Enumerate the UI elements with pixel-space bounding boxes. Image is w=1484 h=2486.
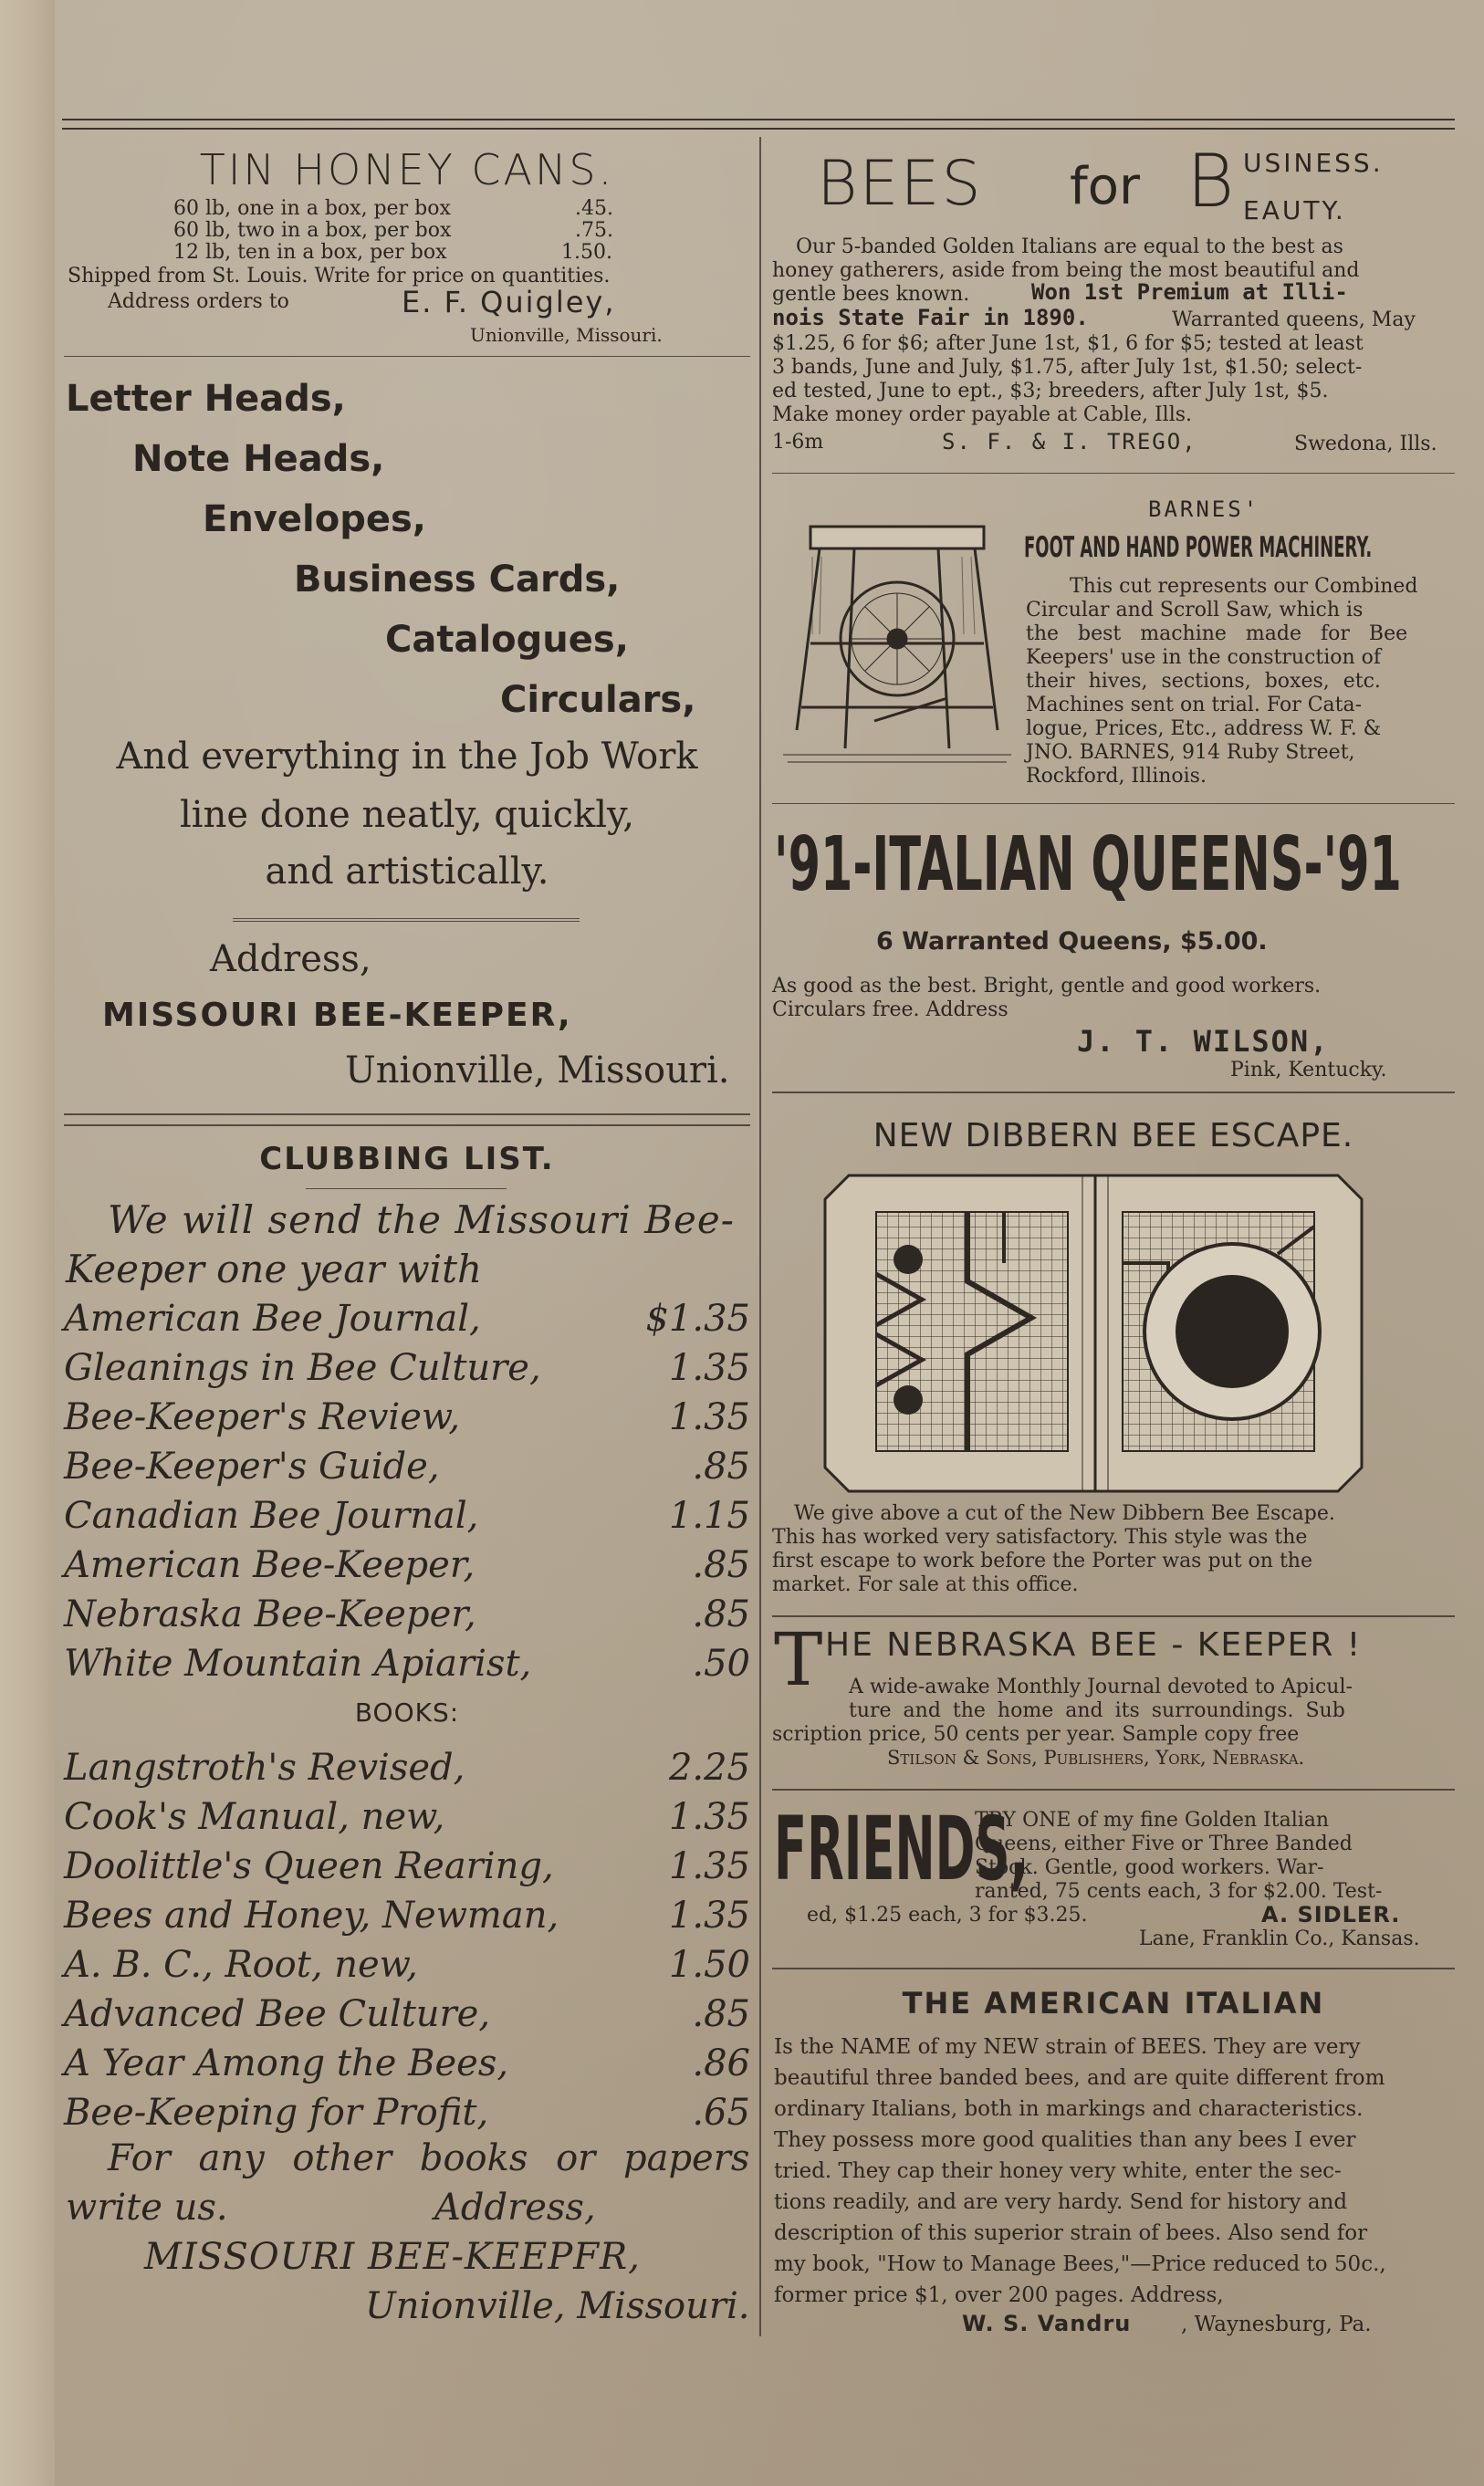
american-line: beautiful three banded bees, and are quite different from bbox=[774, 2066, 1385, 2090]
friends-word: FRIENDS, bbox=[774, 1798, 1029, 1900]
clubbing-title-rule bbox=[306, 1188, 507, 1189]
item-price: .86 bbox=[692, 2042, 750, 2084]
book-item bbox=[64, 1990, 750, 2039]
tin-cans-shipped: Shipped from St. Louis. Write for price on quantities. bbox=[68, 265, 611, 287]
nebraska-publisher: Stilson & Sons, Publishers, York, Nebraska. bbox=[887, 1747, 1305, 1769]
job-item-business-cards: Business Cards, bbox=[294, 559, 621, 601]
friends-line: Queens, either Five or Three Banded bbox=[975, 1833, 1353, 1855]
tin-cans-title: TIN HONEY CANS. bbox=[199, 145, 615, 194]
clubbing-item bbox=[64, 1393, 750, 1442]
book-item bbox=[64, 1940, 750, 1990]
item-price: .85 bbox=[692, 1446, 750, 1488]
friends-line: TRY ONE of my fine Golden Italian bbox=[975, 1809, 1330, 1832]
american-name: W. S. Vandru bbox=[962, 2311, 1132, 2336]
job-short-rule bbox=[233, 918, 580, 922]
barnes-line: Rockford, Illinois. bbox=[1026, 765, 1207, 788]
dibbern-line: We give above a cut of the New Dibbern Bee Escape. bbox=[794, 1502, 1335, 1525]
american-place: , Waynesburg, Pa. bbox=[1181, 2313, 1372, 2336]
barnes-line: Keepers' use in the construction of bbox=[1026, 646, 1382, 669]
job-name: MISSOURI BEE-KEEPER, bbox=[102, 997, 572, 1034]
queens-title: '91-ITALIAN QUEENS-'91 bbox=[774, 821, 1402, 908]
item-price: 1.35 bbox=[668, 1796, 750, 1838]
nebraska-line: ture and the home and its surroundings. Sub bbox=[849, 1699, 1345, 1722]
american-line: my book, "How to Manage Bees,"—Price reduced to 50c., bbox=[774, 2252, 1386, 2276]
queens-line-1: As good as the best. Bright, gentle and good workers. bbox=[772, 975, 1322, 998]
clubbing-footer-2a: write us. bbox=[66, 2187, 228, 2229]
tin-cans-row bbox=[173, 219, 630, 243]
job-item-note-heads: Note Heads, bbox=[132, 438, 385, 480]
item-price: .85 bbox=[692, 1544, 750, 1586]
item-name: Canadian Bee Journal, bbox=[64, 1495, 479, 1537]
bees-line: Our 5-banded Golden Italians are equal to the best as bbox=[796, 235, 1343, 258]
clubbing-item bbox=[64, 1442, 750, 1491]
job-item-envelopes: Envelopes, bbox=[203, 498, 426, 540]
barnes-line: Machines sent on trial. For Cata- bbox=[1026, 694, 1363, 716]
item-price: 1.35 bbox=[668, 1347, 750, 1389]
section-rule bbox=[64, 1113, 750, 1115]
item-name: Gleanings in Bee Culture, bbox=[64, 1347, 541, 1389]
book-item bbox=[64, 2088, 750, 2137]
clubbing-footer-1: For any other books or papers bbox=[108, 2137, 750, 2179]
friends-line-5: ed, $1.25 each, 3 for $3.25. bbox=[807, 1904, 1088, 1927]
clubbing-item bbox=[64, 1343, 750, 1393]
tin-cans-row bbox=[173, 241, 630, 265]
friends-place: Lane, Franklin Co., Kansas. bbox=[1139, 1927, 1420, 1950]
tin-cans-address-label: Address orders to bbox=[108, 290, 289, 313]
american-line: ordinary Italians, both in markings and characteristics. bbox=[774, 2097, 1364, 2121]
bees-name: S. F. & I. TREGO, bbox=[942, 429, 1197, 454]
tin-cans-row bbox=[173, 197, 630, 221]
american-line: They possess more good qualities than any bees I ever bbox=[774, 2128, 1356, 2152]
queens-name: J. T. WILSON, bbox=[1077, 1024, 1330, 1059]
nebraska-drop-cap: T bbox=[774, 1617, 823, 1702]
book-item bbox=[64, 1842, 750, 1891]
tin-cans-row-label: 60 lb, one in a box, per box bbox=[173, 197, 451, 220]
tin-cans-row-label: 60 lb, two in a box, per box bbox=[173, 219, 452, 242]
american-line: tried. They cap their honey very white, enter the sec- bbox=[774, 2159, 1342, 2183]
american-title: THE AMERICAN ITALIAN bbox=[902, 1986, 1325, 2021]
friends-name: A. SIDLER. bbox=[1261, 1902, 1401, 1927]
item-name: Bee-Keeper's Review, bbox=[64, 1396, 461, 1438]
clubbing-item bbox=[64, 1294, 750, 1343]
clubbing-item bbox=[64, 1491, 750, 1541]
item-price: .85 bbox=[692, 1993, 750, 2035]
job-item-catalogues: Catalogues, bbox=[385, 619, 629, 661]
item-name: White Mountain Apiarist, bbox=[64, 1643, 532, 1685]
bees-title-for: for bbox=[1070, 157, 1140, 216]
bees-line: 3 bands, June and July, $1.75, after July 1st, $1.50; select- bbox=[772, 356, 1363, 379]
job-address-label: Address, bbox=[210, 938, 371, 980]
nebraska-title: HE NEBRASKA BEE - KEEPER ! bbox=[825, 1626, 1363, 1664]
friends-line: Stock. Gentle, good workers. War- bbox=[975, 1856, 1324, 1879]
barnes-line: JNO. BARNES, 914 Ruby Street, bbox=[1026, 741, 1355, 764]
tin-cans-row-price: .75. bbox=[575, 219, 613, 242]
item-name: A. B. C., Root, new, bbox=[64, 1944, 418, 1986]
barnes-line: This cut represents our Combined bbox=[1070, 575, 1418, 598]
bees-line: Make money order payable at Cable, Ills. bbox=[772, 403, 1193, 426]
job-text-1: And everything in the Job Work bbox=[116, 736, 698, 778]
nebraska-line: scription price, 50 cents per year. Sample copy free bbox=[772, 1723, 1300, 1746]
bees-won: Won 1st Premium at Illi- bbox=[1031, 279, 1348, 305]
american-line: tions readily, and are very hardy. Send for history and bbox=[774, 2190, 1348, 2214]
section-rule bbox=[772, 1789, 1455, 1791]
item-name: Bees and Honey, Newman, bbox=[64, 1895, 559, 1937]
barnes-line: Circular and Scroll Saw, which is bbox=[1026, 599, 1364, 622]
nebraska-line: A wide-awake Monthly Journal devoted to Apicul- bbox=[849, 1676, 1353, 1698]
bees-title-eauty: EAUTY. bbox=[1243, 195, 1346, 225]
dibbern-line: This has worked very satisfactory. This style was the bbox=[772, 1526, 1308, 1549]
dibbern-title: NEW DIBBERN BEE ESCAPE. bbox=[873, 1117, 1354, 1154]
american-line: Is the NAME of my NEW strain of BEES. They are very bbox=[774, 2035, 1361, 2059]
friends-line: ranted, 75 cents each, 3 for $2.00. Test- bbox=[975, 1880, 1383, 1903]
tin-cans-row-price: .45. bbox=[575, 197, 613, 220]
item-price: .85 bbox=[692, 1593, 750, 1635]
queens-line-2: Circulars free. Address bbox=[772, 998, 1008, 1021]
item-name: Bee-Keeping for Profit, bbox=[64, 2092, 489, 2134]
bees-place: Swedona, Ills. bbox=[1294, 433, 1437, 455]
american-line: former price $1, over 200 pages. Address, bbox=[774, 2283, 1224, 2307]
book-item bbox=[64, 1743, 750, 1792]
queens-place: Pink, Kentucky. bbox=[1230, 1059, 1387, 1081]
bees-warranted: Warranted queens, May bbox=[1172, 308, 1416, 331]
top-rule bbox=[62, 119, 1455, 130]
bees-title-usiness: USINESS. bbox=[1243, 148, 1384, 178]
saw-machine-illustration bbox=[783, 516, 1011, 771]
item-price: .65 bbox=[692, 2092, 750, 2134]
item-price: $1.35 bbox=[645, 1298, 750, 1340]
clubbing-item bbox=[64, 1639, 750, 1688]
job-item-circulars: Circulars, bbox=[500, 679, 696, 721]
barnes-line: their hives, sections, boxes, etc. bbox=[1026, 670, 1381, 693]
item-price: 1.35 bbox=[668, 1396, 750, 1438]
tin-cans-row-label: 12 lb, ten in a box, per box bbox=[173, 241, 447, 264]
queens-sub: 6 Warranted Queens, $5.00. bbox=[876, 927, 1268, 956]
job-text-3: and artistically. bbox=[265, 851, 549, 893]
job-place: Unionville, Missouri. bbox=[345, 1050, 730, 1092]
barnes-heading-1: BARNES' bbox=[1148, 496, 1260, 522]
item-price: .50 bbox=[692, 1643, 750, 1685]
barnes-line: the best machine made for Bee bbox=[1026, 622, 1408, 645]
tin-cans-place: Unionville, Missouri. bbox=[470, 324, 663, 346]
books-label: BOOKS: bbox=[354, 1697, 460, 1728]
bee-escape-illustration bbox=[821, 1172, 1365, 1495]
section-rule bbox=[772, 473, 1455, 474]
clubbing-footer-2b: Address, bbox=[434, 2187, 596, 2229]
section-rule bbox=[64, 356, 750, 357]
bees-line: ed tested, June to ept., $3; breeders, after July 1st, $5. bbox=[772, 380, 1329, 402]
page-binding-edge bbox=[0, 0, 55, 2486]
dibbern-line: market. For sale at this office. bbox=[772, 1573, 1079, 1596]
item-name: American Bee Journal, bbox=[64, 1298, 481, 1340]
item-price: 1.15 bbox=[668, 1495, 750, 1537]
section-rule bbox=[772, 1615, 1455, 1617]
bees-line: gentle bees known. bbox=[772, 283, 970, 306]
book-item bbox=[64, 2039, 750, 2088]
clubbing-item bbox=[64, 1590, 750, 1639]
bees-line-bold: nois State Fair in 1890. bbox=[772, 305, 1089, 330]
bees-line: honey gatherers, aside from being the most beautiful and bbox=[772, 259, 1360, 282]
item-name: Nebraska Bee-Keeper, bbox=[64, 1593, 476, 1635]
bees-line: $1.25, 6 for $6; after June 1st, $1, 6 for $5; tested at least bbox=[772, 332, 1364, 355]
job-text-2: line done neatly, quickly, bbox=[179, 794, 635, 836]
clubbing-place: Unionville, Missouri. bbox=[365, 2285, 750, 2327]
item-name: Doolittle's Queen Rearing, bbox=[64, 1845, 554, 1887]
barnes-line: logue, Prices, Etc., address W. F. & bbox=[1026, 717, 1382, 740]
book-item bbox=[64, 1792, 750, 1842]
section-rule bbox=[772, 1092, 1455, 1093]
item-price: 1.35 bbox=[668, 1895, 750, 1937]
book-item bbox=[64, 1891, 750, 1940]
clubbing-intro-1: We will send the Missouri Bee- bbox=[108, 1197, 735, 1242]
item-name: A Year Among the Bees, bbox=[64, 2042, 509, 2084]
clubbing-intro-2: Keeper one year with bbox=[66, 1247, 483, 1291]
item-name: Bee-Keeper's Guide, bbox=[64, 1446, 440, 1488]
item-price: 2.25 bbox=[668, 1747, 750, 1789]
section-rule bbox=[64, 1124, 750, 1126]
job-item-letter-heads: Letter Heads, bbox=[66, 378, 346, 420]
clubbing-item bbox=[64, 1541, 750, 1590]
clubbing-title: CLUBBING LIST. bbox=[259, 1141, 555, 1177]
item-name: American Bee-Keeper, bbox=[64, 1544, 476, 1586]
dibbern-line: first escape to work before the Porter was put on the bbox=[772, 1550, 1312, 1572]
item-name: Cook's Manual, new, bbox=[64, 1796, 445, 1838]
tin-cans-name: E. F. Quigley, bbox=[402, 285, 616, 319]
bees-title-bees: BEES bbox=[817, 148, 983, 220]
american-line: description of this superior strain of bees. Also send for bbox=[774, 2221, 1368, 2245]
section-rule bbox=[772, 1968, 1455, 1969]
item-price: 1.35 bbox=[668, 1845, 750, 1887]
barnes-heading-2: FOOT AND HAND POWER MACHINERY. bbox=[1024, 531, 1373, 564]
clubbing-name: MISSOURI BEE-KEEPFR, bbox=[144, 2236, 641, 2278]
item-price: 1.50 bbox=[668, 1944, 750, 1986]
column-divider bbox=[759, 137, 761, 2336]
bees-code: 1-6m bbox=[772, 431, 824, 454]
item-name: Langstroth's Revised, bbox=[64, 1747, 465, 1789]
tin-cans-row-price: 1.50. bbox=[561, 241, 612, 264]
item-name: Advanced Bee Culture, bbox=[64, 1993, 491, 2035]
section-rule bbox=[772, 803, 1455, 804]
bees-title-b: B bbox=[1186, 139, 1235, 224]
